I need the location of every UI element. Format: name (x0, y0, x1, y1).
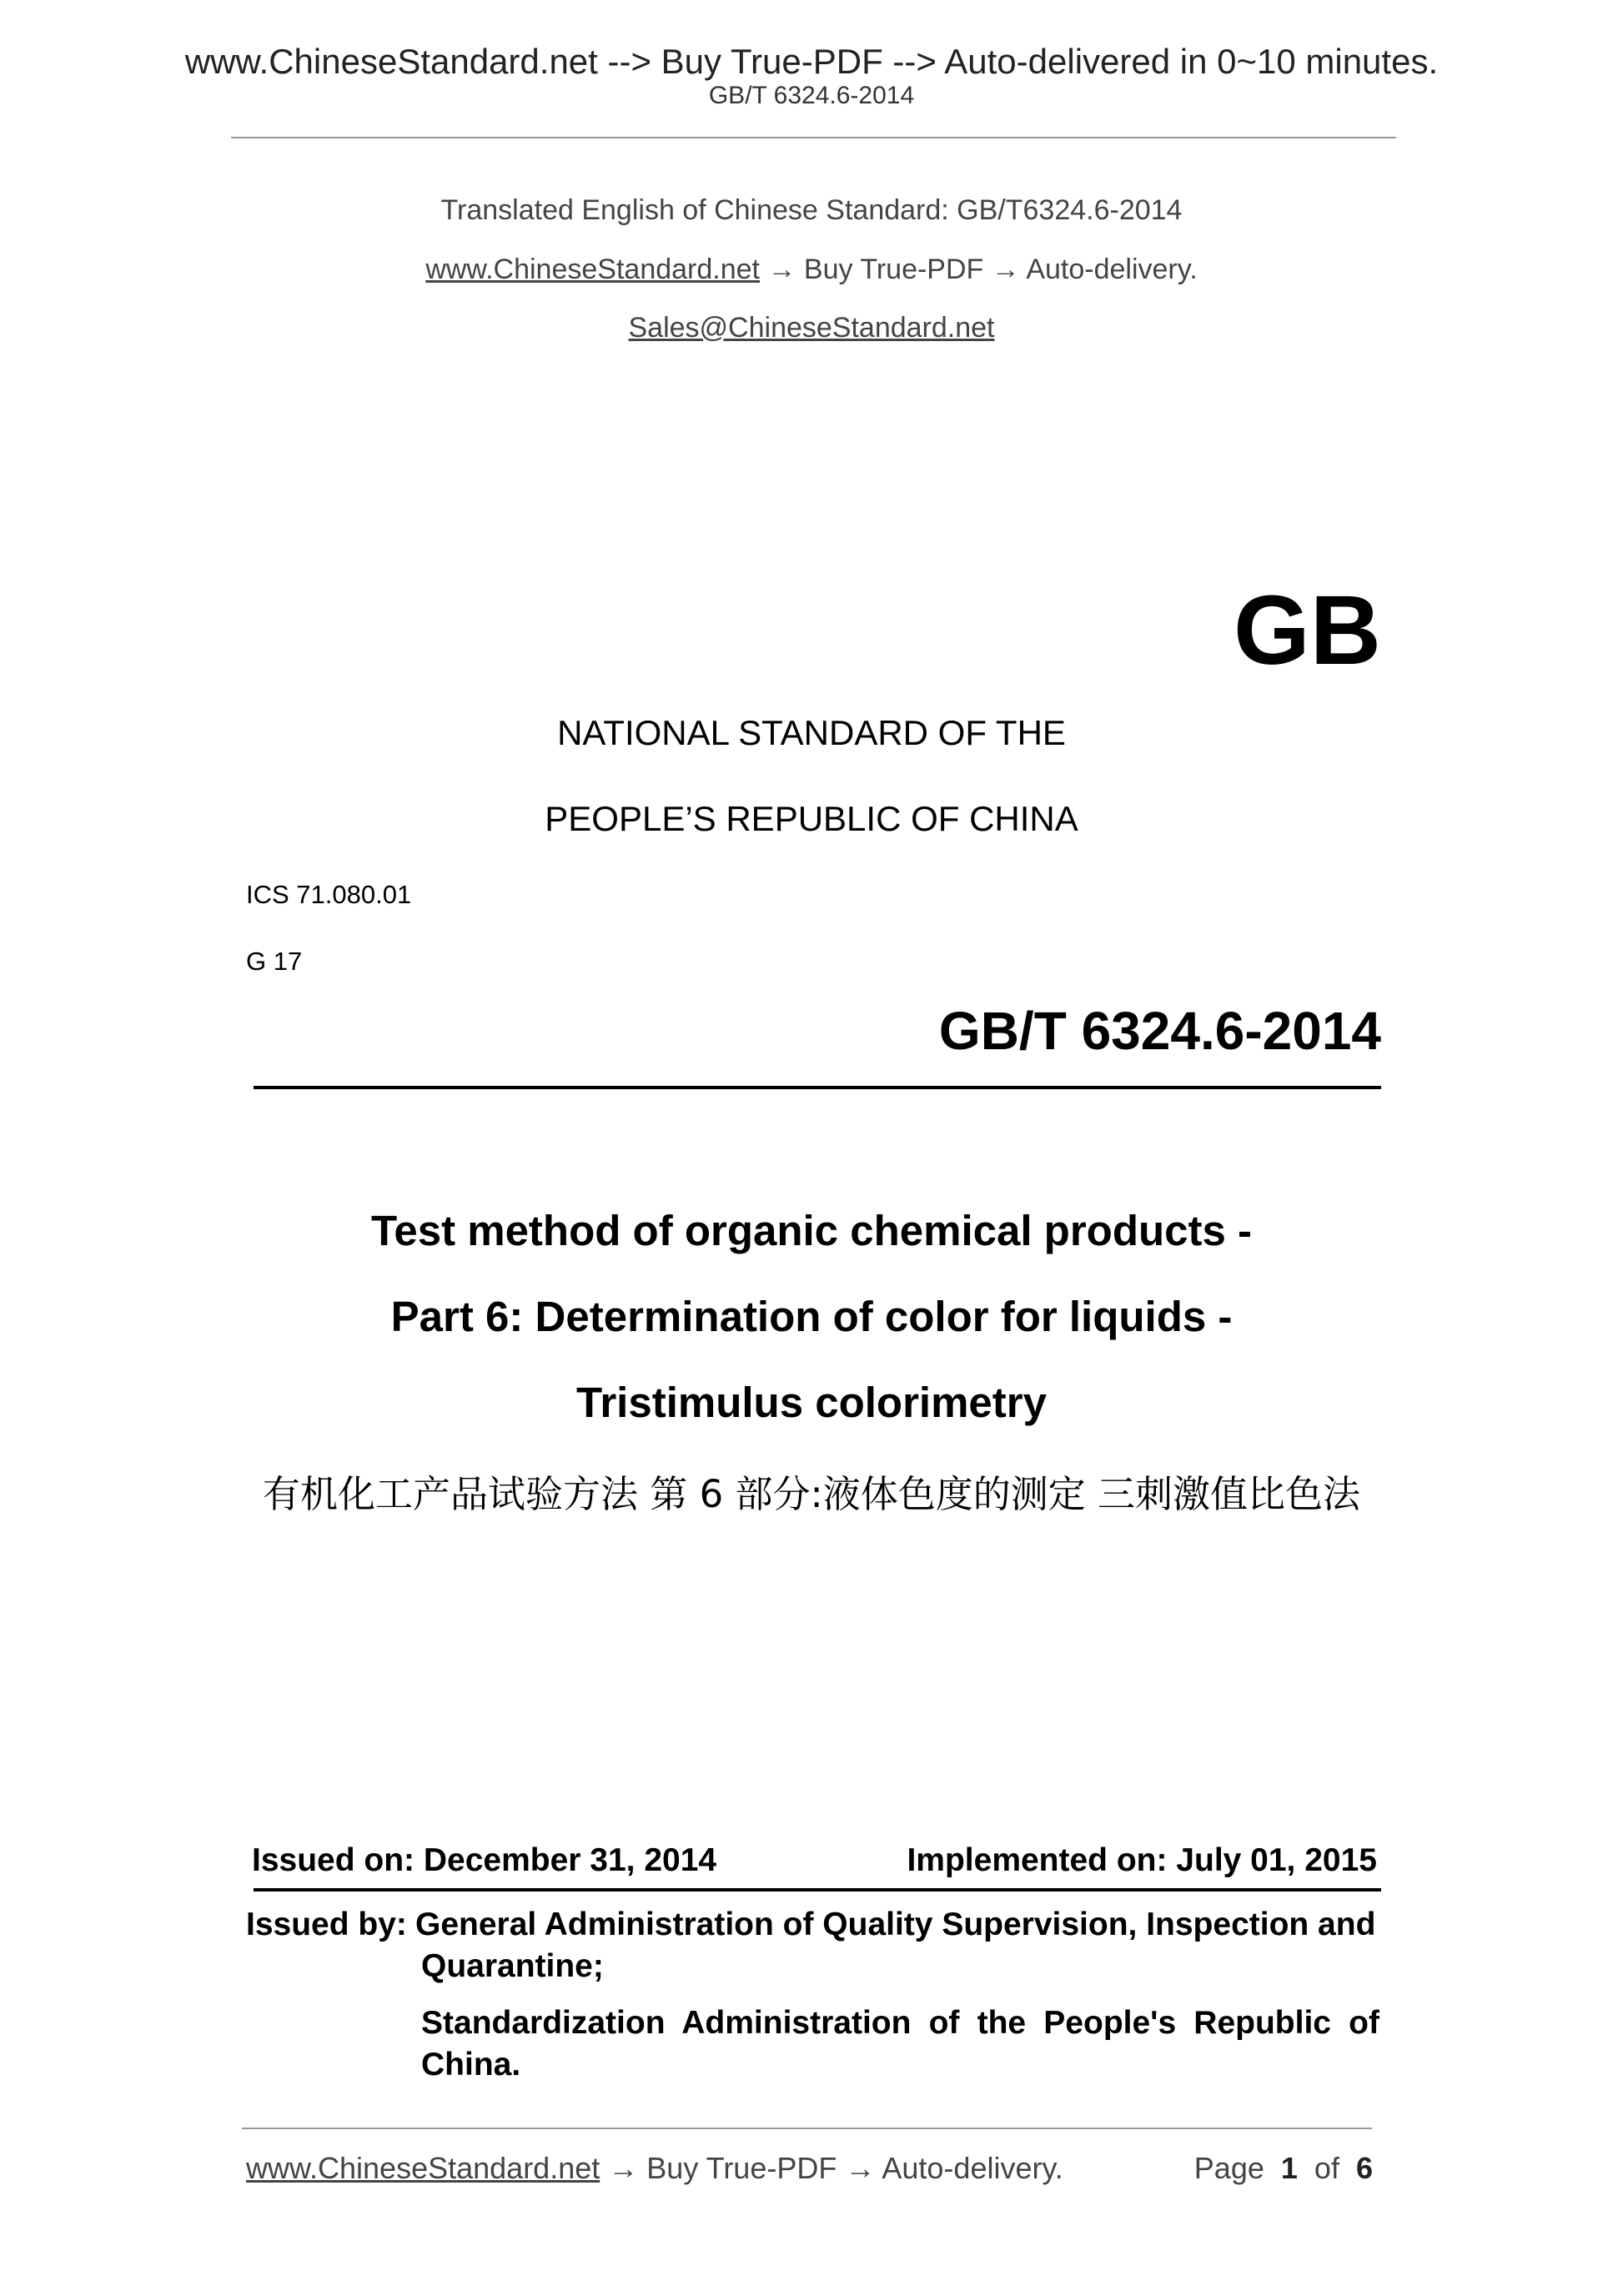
arrow-icon: → (767, 254, 796, 285)
arrow-icon: → (608, 2151, 639, 2185)
delivery-text: Auto-delivery. (1026, 254, 1198, 285)
page-current: 1 (1280, 2151, 1298, 2185)
national-standard-line1: NATIONAL STANDARD OF THE (557, 713, 1066, 752)
chinese-title: 有机化工产品试验方法 第 6 部分:液体色度的测定 三刺激值比色法 (262, 1472, 1360, 1516)
standard-number: GB/T 6324.6-2014 (938, 1001, 1381, 1061)
footer-divider (242, 2128, 1372, 2129)
sales-email-link[interactable]: Sales@ChineseStandard.net (628, 312, 995, 344)
header-doc-number: GB/T 6324.6-2014 (708, 82, 915, 109)
issued-on-date: Issued on: December 31, 2014 (252, 1842, 717, 1878)
site-link[interactable]: www.ChineseStandard.net (425, 254, 760, 285)
issued-by-label: Issued by: (246, 1907, 407, 1942)
ics-code: ICS 71.080.01 (246, 880, 412, 909)
title-line3: Tristimulus colorimetry (576, 1379, 1047, 1426)
sales-line (0, 312, 1623, 344)
footer-promo (246, 2151, 1063, 2186)
buy-text: Buy True-PDF (803, 254, 984, 285)
issuer-org1-line2: Quarantine; (421, 1948, 604, 1984)
page-indicator (1194, 2151, 1373, 2186)
page-total: 6 (1355, 2151, 1373, 2185)
issuer-org2: Standardization Administration of the People's Republic of China. (421, 2005, 1379, 2082)
promo-line (0, 254, 1623, 286)
classification-code: G 17 (246, 947, 303, 976)
header-divider (231, 137, 1396, 138)
footer-site-link[interactable]: www.ChineseStandard.net (246, 2151, 600, 2185)
top-banner: www.ChineseStandard.net --> Buy True-PDF --> Auto-delivered in 0~10 minutes. (184, 42, 1439, 81)
title-line2: Part 6: Determination of color for liquids - (390, 1293, 1233, 1340)
footer-delivery-text: Auto-delivery. (882, 2151, 1063, 2185)
arrow-icon: → (845, 2151, 876, 2185)
dates-divider (254, 1888, 1381, 1892)
issuer-org1-line1: General Administration of Quality Supervision, Inspection and (415, 1907, 1376, 1942)
arrow-icon: → (991, 254, 1020, 285)
standard-number-divider (254, 1086, 1381, 1089)
national-standard-line2: PEOPLE’S REPUBLIC OF CHINA (545, 799, 1078, 838)
title-line1: Test method of organic chemical products - (370, 1207, 1253, 1254)
translated-line: Translated English of Chinese Standard: GB/T6324.6-2014 (440, 194, 1183, 226)
implemented-on-date: Implemented on: July 01, 2015 (907, 1842, 1377, 1878)
gb-mark: GB (1234, 575, 1381, 686)
footer-buy-text: Buy True-PDF (646, 2151, 837, 2185)
page-word: Page (1193, 2151, 1264, 2185)
of-word: of (1314, 2151, 1339, 2185)
